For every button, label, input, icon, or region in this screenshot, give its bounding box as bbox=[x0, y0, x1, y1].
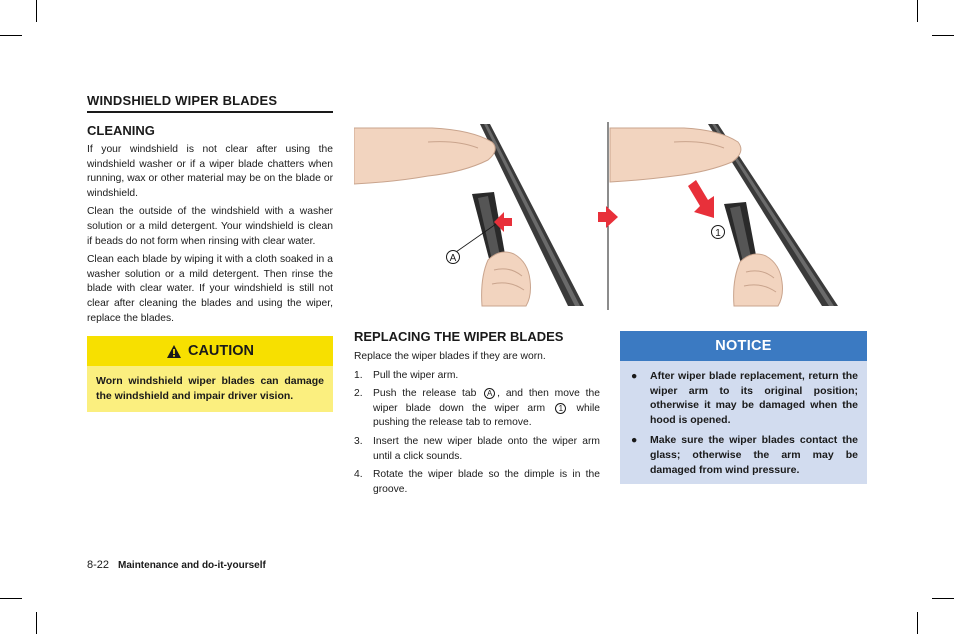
step-item bbox=[354, 435, 600, 464]
caution-box bbox=[87, 336, 333, 412]
caution-header bbox=[87, 336, 333, 366]
notice-item bbox=[629, 369, 858, 427]
step-text: Pull the wiper arm. bbox=[373, 369, 459, 381]
crop-mark bbox=[0, 35, 22, 36]
step-number: 4. bbox=[354, 469, 363, 481]
step-text-part: while pushing the release tab to remove. bbox=[373, 402, 600, 429]
page-number: 8-22 bbox=[87, 559, 110, 571]
step-text bbox=[373, 387, 600, 431]
replacing-title: REPLACING THE WIPER BLADES bbox=[354, 329, 564, 344]
notice-body bbox=[620, 361, 867, 484]
step-text-part: Push the release tab bbox=[373, 388, 477, 400]
step-item bbox=[354, 369, 600, 384]
step-item bbox=[354, 468, 600, 497]
wiper-blade-figure bbox=[354, 120, 867, 312]
bullet-icon: ● bbox=[631, 434, 638, 447]
crop-mark bbox=[0, 598, 22, 599]
cleaning-paragraph: Clean the outside of the windshield with a washer solution or a mild detergent. Your windshield is clean if beads do not form when rinsing with clear water. bbox=[87, 206, 333, 247]
crop-mark bbox=[36, 0, 37, 22]
page-footer bbox=[87, 559, 266, 571]
crop-mark bbox=[917, 0, 918, 22]
bullet-icon: ● bbox=[631, 370, 638, 382]
warning-triangle-icon bbox=[166, 344, 182, 359]
notice-item-text: After wiper blade replacement, return the wiper arm to its original position; otherwise it may be damaged when the hood is opened. bbox=[650, 370, 858, 426]
step-item bbox=[354, 387, 600, 431]
crop-mark bbox=[932, 598, 954, 599]
cleaning-title: CLEANING bbox=[87, 123, 155, 138]
step-text-part: , and then move the wiper blade down the wiper arm bbox=[373, 388, 600, 414]
notice-box bbox=[620, 331, 867, 484]
crop-mark bbox=[917, 612, 918, 634]
step-number: 2. bbox=[354, 388, 363, 400]
steps-list bbox=[354, 369, 600, 498]
step-number: 3. bbox=[354, 435, 363, 447]
callout-1-badge: 1 bbox=[555, 403, 566, 414]
callout-a-badge: A bbox=[484, 388, 495, 399]
figure-panel-right bbox=[610, 124, 838, 306]
replacing-intro: Replace the wiper blades if they are worn. bbox=[354, 351, 546, 362]
caution-label: CAUTION bbox=[187, 343, 255, 360]
section-title: WINDSHIELD WIPER BLADES bbox=[87, 93, 333, 113]
step-text: Insert the new wiper blade onto the wiper arm until a click sounds. bbox=[373, 435, 600, 462]
middle-column bbox=[354, 329, 600, 501]
notice-label: NOTICE bbox=[715, 338, 772, 354]
notice-header bbox=[620, 331, 867, 361]
footer-section-name: Maintenance and do-it-yourself bbox=[118, 560, 266, 571]
crop-mark bbox=[932, 35, 954, 36]
step-number: 1. bbox=[354, 369, 363, 381]
caution-text: Worn windshield wiper blades can damage the windshield and impair driver vision. bbox=[87, 366, 333, 412]
figure-panel-left bbox=[354, 124, 584, 306]
notice-item-text: Make sure the wiper blades contact the glass; otherwise the arm may be damaged from wind pressure. bbox=[650, 434, 858, 476]
figure-label-a: A bbox=[449, 253, 457, 264]
crop-mark bbox=[36, 612, 37, 634]
arrow-right-icon bbox=[598, 206, 618, 228]
step-text: Rotate the wiper blade so the dimple is in the groove. bbox=[373, 469, 600, 495]
notice-item bbox=[629, 433, 858, 477]
figure-label-1: 1 bbox=[715, 228, 721, 239]
cleaning-paragraph: Clean each blade by wiping it with a cloth soaked in a washer solution or a mild detergent. Then rinse the blade with clear water. If your windshield is still not clear after cleaning the blades and using the wiper, replace the blades. bbox=[87, 254, 333, 324]
cleaning-paragraph: If your windshield is not clear after using the windshield washer or if a wiper blade chatters when running, wax or other material may be on the blade or windshield. bbox=[87, 144, 333, 199]
left-column bbox=[87, 93, 333, 412]
